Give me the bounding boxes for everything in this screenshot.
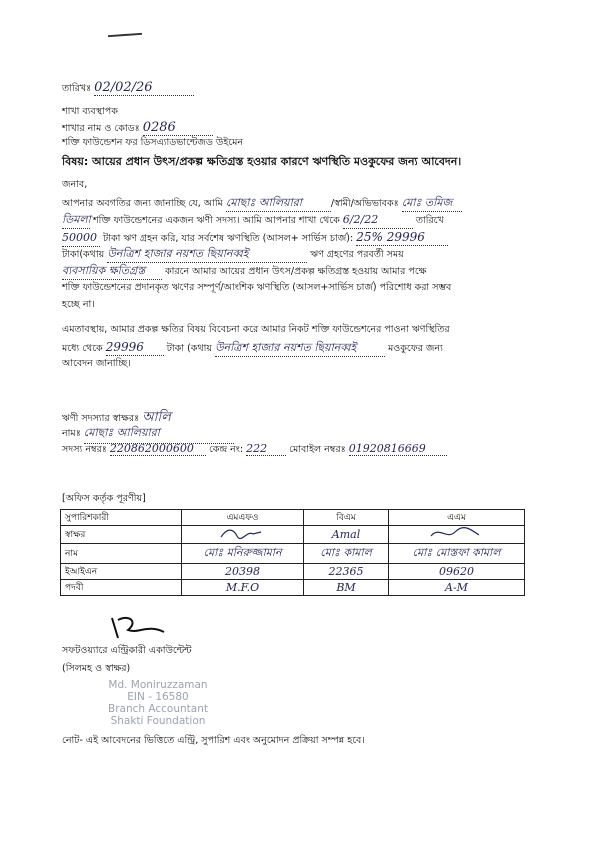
loan-date: 6/2/22 (343, 212, 413, 229)
para1-line4 (62, 246, 404, 263)
loan-amount: 50000 (62, 230, 100, 247)
table-cell: মোঃ কামাল (304, 544, 389, 564)
text: /স্বামী/অভিভাবকঃ (330, 198, 399, 209)
text: তারিখে (415, 215, 444, 226)
bm-signature: Amal (304, 526, 389, 544)
salutation: জনাব, (62, 179, 88, 190)
village: ডিমলা (62, 212, 90, 229)
text: সদস্য নম্বরঃ (62, 444, 107, 455)
para1-line5 (62, 263, 426, 280)
seal-line: EIN - 16580 (127, 691, 189, 703)
para1-line6: শক্তি ফাউন্ডেশনের প্রদানকৃত ঋণের সম্পূর্ণ/আংশিক ঋণস্থিতি (আসল+সার্ভিস চার্জ) পরিশোধ করা সম্ভব (62, 282, 452, 293)
table-row (61, 526, 525, 544)
para1-line3 (62, 229, 448, 247)
row-label: নাম (61, 544, 182, 564)
reason: ব্যবসায়িক ক্ষতিগ্রস্ত (62, 263, 162, 280)
member-signature: আলি (142, 410, 171, 425)
para2-line1: এমতাবস্থায়, আমার প্রকল্প ক্ষতির বিষয় বিবেচনা করে আমার নিকট শক্তি ফাউন্ডেশনের পাওনা ঋণস্থিতির (62, 324, 450, 335)
para1-line7: হচ্ছে না। (62, 299, 95, 310)
table-header-row (61, 510, 525, 526)
text: মধ্যে থেকে (62, 343, 103, 354)
waive-amount: 29996 (106, 339, 164, 356)
row-label: পদবী (61, 580, 182, 596)
header-cell: সুপারিশকারী (61, 510, 182, 526)
mfo-signature (213, 526, 273, 540)
text: শক্তি ফাউন্ডেশনের একজন ঋণী সদস্য। আমি আপনার শাখা থেকে (93, 215, 340, 226)
accountant-seal (100, 679, 216, 727)
table-row (61, 564, 525, 580)
header-cell: বিএম (304, 510, 389, 526)
date-row (62, 80, 194, 97)
seal-line: Shakti Foundation (110, 715, 206, 727)
balance: 25% 29996 (356, 229, 448, 246)
table-cell: 22365 (304, 564, 389, 580)
date-value: 02/02/26 (94, 80, 194, 96)
text: টাকা (কথায় (166, 343, 212, 354)
para1-line2 (62, 212, 444, 229)
branch-row (62, 120, 213, 137)
seal-instruction: (সিলমহ ও স্বাক্ষর) (62, 663, 131, 674)
para2-line3: আবেদন জানাচ্ছি। (62, 358, 131, 369)
table-cell: মোঃ মনিরুজ্জামান (182, 544, 304, 564)
text: আপনার অবগতির জন্য জানাচ্ছি যে, আমি (62, 198, 223, 209)
table-row (61, 544, 525, 564)
seal-line: Md. Moniruzzaman (108, 679, 208, 691)
text: মওকুফের জন্য (388, 343, 443, 354)
header-cell: এমএফও (182, 510, 304, 526)
text: কারনে আমার আয়ের প্রধান উৎস/প্রকল্প ক্ষতিগ্রস্ত হওয়ায় আমার পক্ষে (165, 266, 427, 277)
center-number: 222 (246, 442, 286, 456)
addressee: শাখা ব্যবস্থাপক (62, 106, 118, 117)
pen-mark (108, 33, 142, 37)
guardian-name: মোঃ তমিজ (402, 195, 462, 212)
table-cell: M.F.O (182, 580, 304, 596)
table-cell: A-M (388, 580, 524, 596)
member-details-row (62, 442, 447, 458)
table-cell: BM (304, 580, 389, 596)
branch-label: শাখার নাম ও কোডঃ (62, 123, 140, 134)
accountant-signature (108, 612, 168, 642)
signature-cell (182, 526, 304, 544)
office-table (60, 509, 525, 596)
text: কেন্দ্র নং: (208, 444, 244, 455)
header-cell: এএম (388, 510, 524, 526)
org-name: শক্তি ফাউন্ডেশন ফর ডিসএ্যাডভান্টেজড উইমেন (62, 137, 244, 148)
office-caption: [অফিস কর্তৃক পূরণীয়] (62, 493, 146, 504)
row-label: স্বাক্ষর (61, 526, 182, 544)
mobile-number: 01920816669 (349, 442, 447, 456)
table-row (61, 580, 525, 596)
table-cell: মোঃ মোস্তফা কামাল (388, 544, 524, 564)
text: ঋণী সদস্যার স্বাক্ষরঃ (62, 413, 140, 424)
am-signature (421, 526, 491, 540)
seal-line: Branch Accountant (108, 703, 208, 715)
member-name: মোছাঃ আলিয়ারা (84, 424, 234, 444)
subject: বিষয়: আয়ের প্রধান উৎস/প্রকল্প ক্ষতিগ্রস্ত হওয়ার কারণে ঋণস্থিতি মওকুফের জন্য আবেদন। (62, 155, 462, 168)
table-cell: 20398 (182, 564, 304, 580)
accountant-title: সফটওয়্যারে এন্ট্রিকারী একাউন্টেন্ট (62, 645, 192, 656)
footer-note: নোট- এই আবেদনের ভিত্তিতে এন্ট্রি, সুপারিশ এবং অনুমোদন প্রক্রিয়া সম্পন্ন হবে। (62, 735, 365, 746)
member-number: 220862000600 (110, 442, 206, 456)
text: মোবাইল নম্বরঃ (289, 444, 346, 455)
branch-code: 0286 (143, 120, 213, 136)
text: নামঃ (62, 428, 81, 439)
member-name-row (62, 424, 234, 444)
applicant-name: মোছাঃ আলিয়ারা (226, 195, 331, 212)
para1-line1 (62, 195, 462, 212)
text: টাকা ঋণ গ্রহন করি, যার সর্বশেষ ঋণস্থিতি (আসল+ সার্ভিস চার্জ): (103, 233, 354, 244)
para2-line2 (62, 339, 443, 357)
signature-cell (388, 526, 524, 544)
balance-in-words: উনত্রিশ হাজার নয়শত ছিয়ানব্বই (107, 246, 307, 263)
text: টাকা(কথায় (62, 249, 105, 260)
waive-in-words: উনত্রিশ হাজার নয়শত ছিয়ানব্বই (215, 340, 385, 357)
date-label: তারিখঃ (62, 83, 92, 94)
row-label: ইআইএন (61, 564, 182, 580)
text: ঋণ গ্রহণের পরবর্তী সময় (310, 249, 404, 260)
table-cell: 09620 (388, 564, 524, 580)
